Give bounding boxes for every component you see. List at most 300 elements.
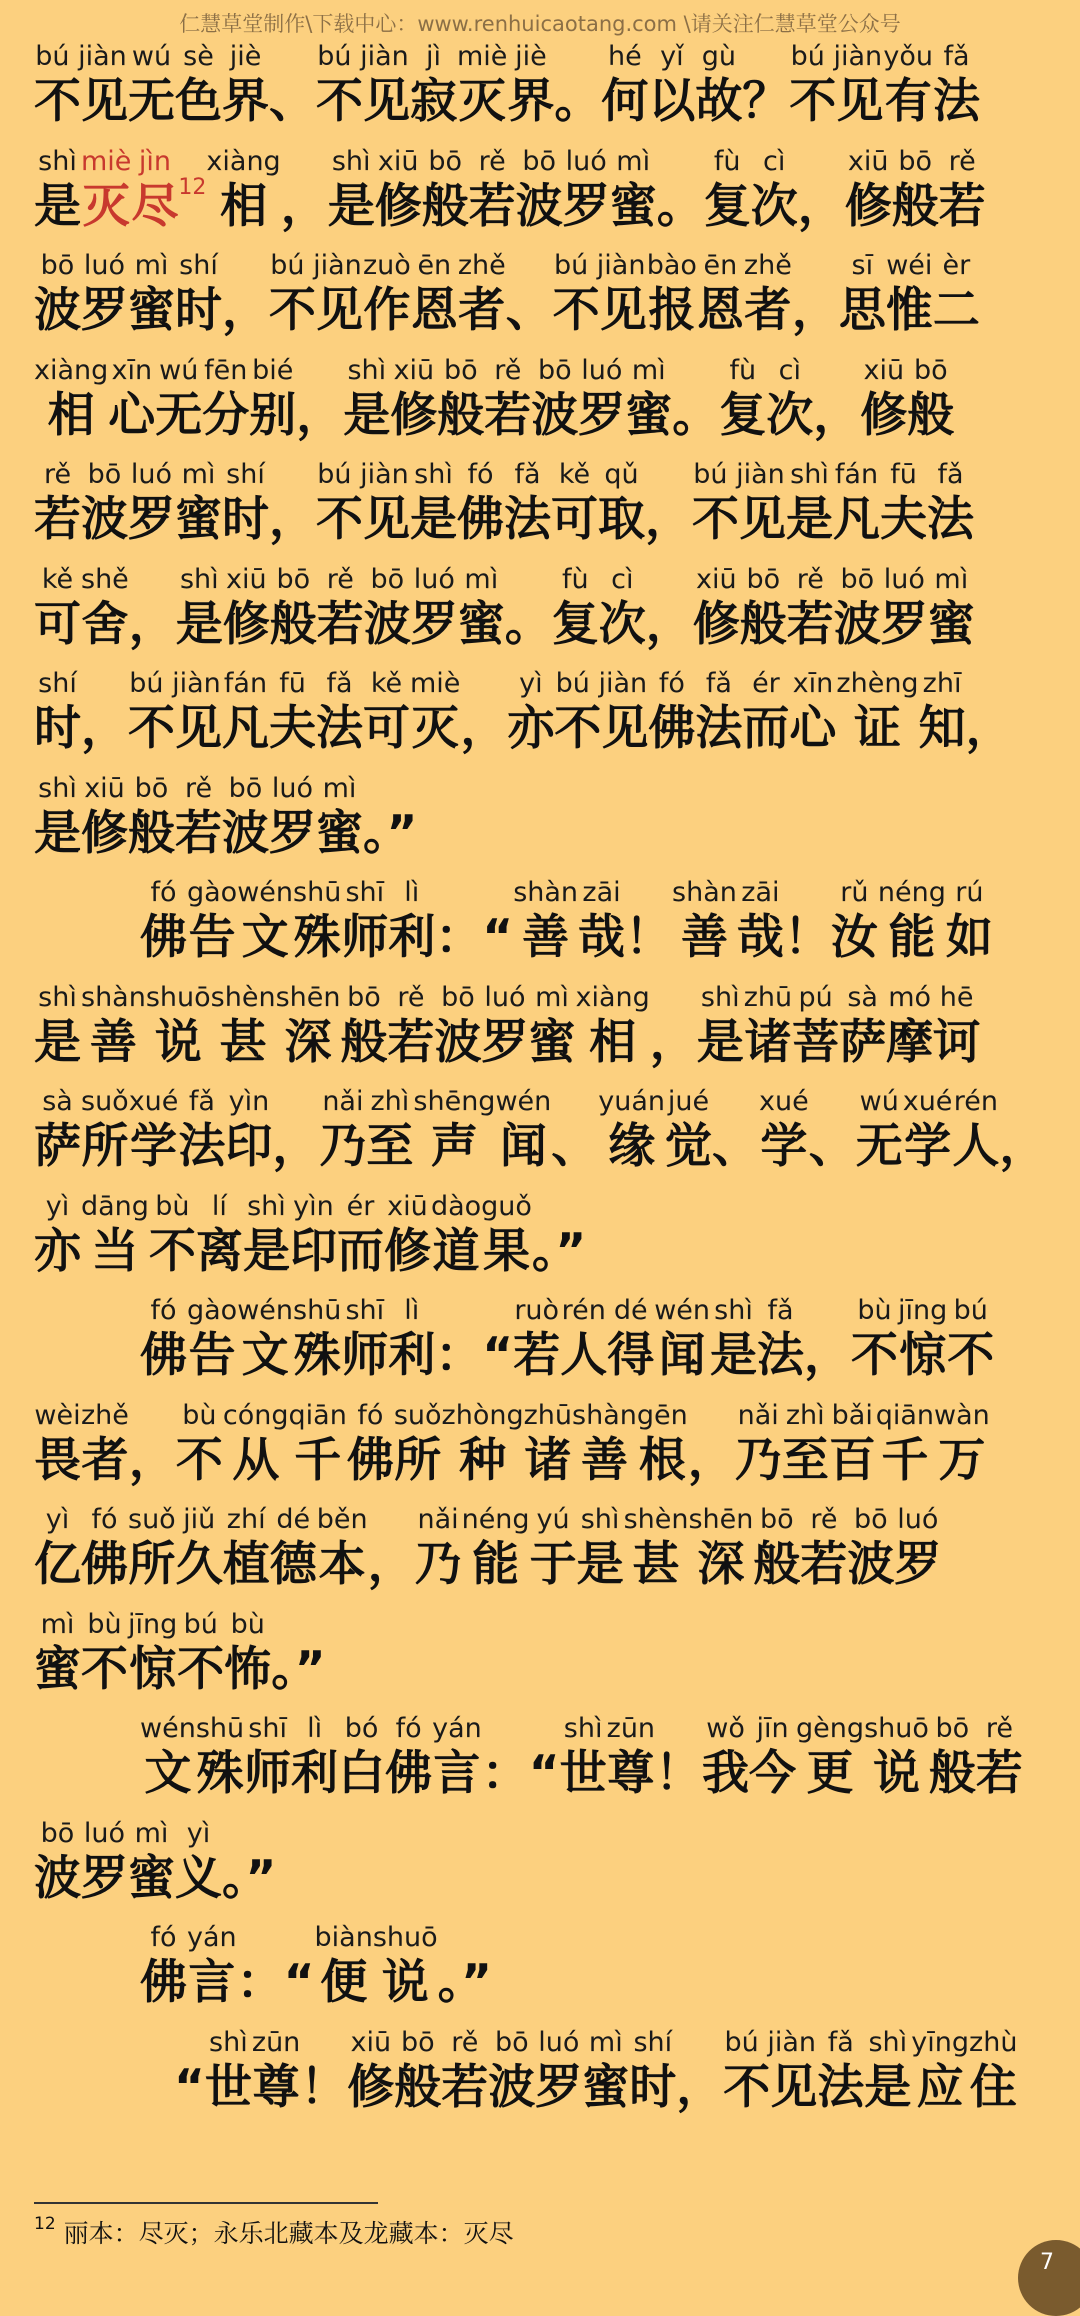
hanzi: 言 bbox=[433, 1746, 481, 1801]
character-group bbox=[411, 565, 458, 655]
character-group bbox=[582, 2028, 629, 2118]
pinyin: bù bbox=[87, 1608, 122, 1640]
character-group bbox=[829, 1401, 876, 1491]
punctuation: ， bbox=[460, 701, 508, 756]
hanzi: 根 bbox=[638, 1432, 686, 1488]
hanzi: 修 bbox=[222, 596, 270, 652]
pinyin: rě bbox=[810, 1504, 838, 1535]
character-group bbox=[702, 1714, 749, 1804]
character-group bbox=[607, 1296, 654, 1386]
hanzi: 印 bbox=[289, 1223, 337, 1279]
hanzi: 德 bbox=[269, 1537, 317, 1592]
pinyin: shì bbox=[580, 1504, 620, 1535]
character-group bbox=[481, 983, 528, 1073]
character-group bbox=[176, 565, 223, 655]
hanzi: 殊 bbox=[196, 1746, 244, 1801]
pinyin: néng bbox=[877, 877, 946, 908]
pinyin: wèi bbox=[34, 1399, 81, 1431]
pinyin: xiū bbox=[863, 354, 905, 386]
pinyin: bú jiàn bbox=[270, 250, 362, 281]
character-group bbox=[319, 1087, 366, 1177]
hanzi: 恩 bbox=[696, 283, 744, 338]
pinyin: bō bbox=[840, 563, 875, 595]
character-group bbox=[34, 356, 108, 446]
character-group bbox=[578, 356, 625, 446]
hanzi: 可 bbox=[551, 492, 598, 547]
character-group bbox=[140, 1714, 196, 1804]
pinyin: lì bbox=[404, 1295, 420, 1326]
pinyin: zhī bbox=[922, 668, 962, 699]
character-group bbox=[692, 460, 786, 550]
pinyin: zhèng bbox=[836, 668, 919, 699]
text-line bbox=[34, 667, 1049, 772]
pinyin: bú jiàn bbox=[693, 459, 785, 490]
character-group bbox=[737, 878, 784, 968]
character-group bbox=[422, 147, 469, 237]
text-line bbox=[34, 1294, 1049, 1399]
pinyin: shě bbox=[81, 563, 129, 595]
punctuation: ， bbox=[797, 178, 845, 234]
hanzi: 可 bbox=[363, 701, 410, 756]
character-group bbox=[598, 460, 645, 550]
hanzi: 得 bbox=[607, 1328, 655, 1383]
pinyin: mì bbox=[134, 250, 169, 281]
pinyin: suǒ bbox=[81, 1086, 129, 1117]
pinyin: shì bbox=[179, 563, 219, 595]
character-group bbox=[441, 2028, 488, 2118]
character-group bbox=[704, 147, 751, 237]
hanzi: 蜜 bbox=[625, 387, 673, 443]
punctuation: 。 bbox=[554, 74, 602, 129]
pinyin: zuò bbox=[363, 250, 411, 281]
punctuation: ， bbox=[280, 178, 328, 234]
pinyin: nǎi bbox=[737, 1399, 779, 1431]
pinyin: wén bbox=[237, 877, 294, 908]
character-group bbox=[860, 356, 907, 446]
pinyin: mì bbox=[934, 563, 969, 595]
pinyin: shàn bbox=[572, 1399, 637, 1431]
hanzi: 者 bbox=[81, 1432, 129, 1488]
punctuation: ， bbox=[367, 1537, 415, 1592]
pinyin: bō bbox=[443, 354, 478, 386]
character-group bbox=[244, 1714, 291, 1804]
character-group bbox=[178, 1087, 225, 1177]
hanzi: 诃 bbox=[933, 1014, 981, 1070]
pinyin: xiū bbox=[226, 563, 267, 595]
pinyin: shuō bbox=[372, 1922, 438, 1953]
pinyin: jiè bbox=[515, 41, 547, 72]
pinyin: bō bbox=[134, 772, 169, 804]
pinyin: lí bbox=[211, 1190, 227, 1222]
character-group bbox=[845, 147, 892, 237]
pinyin: shì bbox=[331, 145, 371, 177]
pinyin: dé bbox=[276, 1504, 311, 1535]
punctuation: ？ bbox=[742, 74, 790, 129]
hanzi: 蜜 bbox=[175, 492, 222, 547]
pinyin: qiān bbox=[875, 1399, 935, 1431]
text-line bbox=[34, 1399, 1049, 1504]
character-group bbox=[341, 878, 388, 968]
character-group bbox=[202, 356, 249, 446]
hanzi: 利 bbox=[388, 910, 436, 965]
character-group bbox=[535, 2028, 582, 2118]
character-group bbox=[947, 1296, 994, 1386]
hanzi: 尊 bbox=[607, 1746, 655, 1801]
character-group bbox=[196, 1192, 243, 1282]
hanzi: 文 bbox=[144, 1746, 192, 1801]
character-group bbox=[140, 1296, 187, 1386]
pinyin: xiū bbox=[847, 145, 889, 177]
pinyin: yì bbox=[519, 668, 543, 699]
character-group bbox=[484, 356, 531, 446]
pinyin: luó bbox=[581, 354, 623, 386]
pinyin: hē bbox=[939, 981, 974, 1013]
character-group bbox=[34, 1505, 81, 1595]
hanzi: 时 bbox=[175, 283, 222, 338]
hanzi: 不见 bbox=[316, 492, 410, 547]
character-group bbox=[624, 1505, 689, 1595]
pinyin: rě bbox=[494, 354, 522, 386]
pinyin: rě bbox=[796, 563, 824, 595]
pinyin: fó bbox=[150, 1295, 177, 1326]
character-group bbox=[316, 460, 410, 550]
punctuation: 。” bbox=[437, 1955, 493, 2010]
character-group bbox=[34, 460, 81, 550]
character-group bbox=[919, 669, 966, 759]
hanzi: 寂 bbox=[410, 74, 457, 129]
character-group bbox=[495, 1087, 551, 1177]
character-group bbox=[637, 1401, 688, 1491]
character-group bbox=[577, 1505, 624, 1595]
hanzi: 世 bbox=[204, 2059, 252, 2115]
hanzi: 灭 bbox=[82, 178, 130, 234]
pinyin: xiàng bbox=[206, 145, 281, 177]
hanzi: 般 bbox=[891, 178, 939, 234]
hanzi: 佛 bbox=[81, 1537, 128, 1592]
pinyin: fó bbox=[467, 459, 494, 490]
hanzi: 修 bbox=[347, 2059, 395, 2115]
character-group bbox=[222, 42, 269, 132]
hanzi: 道 bbox=[432, 1223, 480, 1279]
character-group bbox=[524, 1401, 572, 1491]
hanzi: 而 bbox=[742, 701, 790, 756]
pinyin: rǔ bbox=[840, 877, 869, 908]
hanzi: 甚 bbox=[219, 1014, 267, 1070]
character-group bbox=[833, 460, 880, 550]
punctuation: ， bbox=[81, 701, 128, 756]
character-group bbox=[390, 356, 437, 446]
character-group bbox=[723, 2028, 817, 2118]
pinyin: rě bbox=[451, 2026, 479, 2058]
hanzi: 若 bbox=[387, 1014, 435, 1070]
character-group bbox=[817, 2028, 864, 2118]
character-group bbox=[876, 1401, 934, 1491]
pinyin: xīn bbox=[111, 354, 153, 386]
pinyin: zhí bbox=[226, 1504, 266, 1535]
pinyin: bù bbox=[182, 1399, 217, 1431]
character-group bbox=[411, 251, 458, 341]
pinyin: ēn bbox=[417, 250, 452, 281]
character-group bbox=[710, 1296, 757, 1386]
hanzi: 般 bbox=[421, 178, 469, 234]
hanzi: 万 bbox=[938, 1432, 986, 1488]
punctuation: ， bbox=[791, 283, 839, 338]
pinyin: yìn bbox=[293, 1190, 334, 1222]
pinyin: fù bbox=[729, 354, 757, 386]
punctuation: ， bbox=[649, 1014, 697, 1070]
pinyin: rě bbox=[948, 145, 976, 177]
pinyin: fó bbox=[150, 877, 177, 908]
text-line bbox=[34, 876, 1049, 981]
hanzi: 便 bbox=[320, 1955, 368, 2010]
pinyin: bú jiàn bbox=[317, 41, 409, 72]
pinyin: rén bbox=[561, 1295, 606, 1326]
pinyin: shí bbox=[38, 668, 77, 699]
hanzi: 蜜 bbox=[316, 805, 363, 861]
pinyin: bō bbox=[935, 1713, 970, 1744]
character-group bbox=[530, 1505, 577, 1595]
character-group bbox=[551, 460, 598, 550]
character-group bbox=[607, 1714, 655, 1804]
character-group bbox=[410, 669, 460, 759]
pinyin: fó bbox=[658, 668, 685, 699]
pinyin: xiàng bbox=[34, 354, 109, 386]
pinyin: bú bbox=[953, 1295, 988, 1326]
hanzi: 而 bbox=[336, 1223, 384, 1279]
character-group bbox=[338, 1714, 385, 1804]
hanzi: 舍 bbox=[81, 596, 129, 652]
character-group bbox=[317, 565, 364, 655]
punctuation: ：“ bbox=[435, 910, 514, 965]
hanzi: 以 bbox=[648, 74, 696, 129]
pinyin: luó bbox=[484, 981, 526, 1013]
hanzi: 复 bbox=[551, 596, 599, 652]
hanzi: 复 bbox=[703, 178, 751, 234]
hanzi: 凡 bbox=[222, 701, 269, 756]
hanzi: 学 bbox=[904, 1119, 952, 1174]
character-group bbox=[252, 2028, 300, 2118]
pinyin: gù bbox=[701, 41, 737, 72]
character-group bbox=[34, 42, 128, 132]
character-group bbox=[516, 147, 563, 237]
hanzi: 报 bbox=[648, 283, 696, 338]
character-group bbox=[270, 1505, 317, 1595]
character-group bbox=[744, 983, 792, 1073]
punctuation: ， bbox=[272, 1119, 320, 1174]
pinyin: èr bbox=[942, 250, 971, 281]
footnote-reference[interactable]: 12 bbox=[178, 174, 207, 200]
character-group bbox=[789, 42, 883, 132]
hanzi: 文 bbox=[241, 910, 289, 965]
punctuation: ， bbox=[645, 492, 692, 547]
character-group bbox=[223, 565, 270, 655]
pinyin: bō bbox=[400, 2026, 435, 2058]
character-group bbox=[384, 1192, 431, 1282]
pinyin: miè bbox=[81, 145, 132, 177]
pinyin: yán bbox=[187, 1922, 237, 1953]
character-group bbox=[128, 669, 222, 759]
pinyin: shí bbox=[226, 459, 265, 490]
hanzi: 世 bbox=[559, 1746, 607, 1801]
pinyin: xué bbox=[128, 1086, 179, 1117]
character-group bbox=[648, 669, 695, 759]
hanzi: 不见 bbox=[723, 2059, 818, 2115]
pinyin: fó bbox=[395, 1713, 422, 1744]
hanzi: 若 bbox=[975, 1746, 1023, 1801]
text-line bbox=[34, 2026, 1049, 2131]
pinyin: shàn bbox=[513, 877, 579, 908]
hanzi: 从 bbox=[232, 1432, 280, 1488]
character-group bbox=[224, 1610, 271, 1700]
character-group bbox=[599, 565, 646, 655]
pinyin: shì bbox=[247, 1190, 286, 1222]
hanzi: 萨 bbox=[839, 1014, 887, 1070]
pinyin: mì bbox=[616, 145, 651, 177]
character-group bbox=[782, 1401, 829, 1491]
character-group bbox=[81, 251, 128, 341]
pinyin: cóng bbox=[222, 1399, 289, 1431]
hanzi: 波 bbox=[833, 596, 881, 652]
hanzi: 不 bbox=[947, 1328, 995, 1383]
footnote bbox=[34, 2214, 514, 2250]
hanzi: 能 bbox=[888, 910, 936, 965]
character-group bbox=[394, 1401, 442, 1491]
hanzi: 证 bbox=[854, 701, 901, 756]
pinyin: sè bbox=[183, 41, 214, 72]
punctuation: 。” bbox=[222, 1850, 277, 1906]
pinyin: bō bbox=[913, 354, 948, 386]
hanzi: 应 bbox=[916, 2059, 964, 2115]
hanzi: 心 bbox=[108, 387, 156, 443]
character-group bbox=[847, 1505, 894, 1595]
pinyin: shū bbox=[195, 1713, 245, 1744]
hanzi: 哉 bbox=[578, 910, 626, 965]
pinyin: sī bbox=[851, 250, 874, 281]
pinyin: bō bbox=[760, 1504, 794, 1535]
punctuation: 、 bbox=[808, 1119, 856, 1174]
pinyin: bō bbox=[746, 563, 781, 595]
hanzi: 者 bbox=[458, 283, 506, 338]
hanzi: 诸 bbox=[744, 1014, 792, 1070]
character-group bbox=[946, 878, 993, 968]
hanzi: 是 bbox=[576, 1537, 624, 1592]
hanzi: 蜜 bbox=[927, 596, 975, 652]
pinyin: bù bbox=[857, 1295, 892, 1326]
hanzi: 般 bbox=[928, 1746, 976, 1801]
character-group bbox=[787, 565, 834, 655]
character-group bbox=[128, 1505, 176, 1595]
pinyin: mì bbox=[40, 1608, 75, 1640]
pinyin: gào bbox=[187, 1295, 238, 1326]
hanzi: 是 bbox=[786, 492, 833, 547]
pinyin: yīng bbox=[911, 2026, 970, 2058]
pinyin: zhū bbox=[523, 1399, 573, 1431]
pinyin: dāng bbox=[81, 1190, 149, 1222]
punctuation: ， bbox=[128, 1432, 176, 1488]
character-group bbox=[880, 460, 927, 550]
character-group bbox=[269, 669, 316, 759]
hanzi: 不 bbox=[148, 1223, 196, 1279]
hanzi: 是 bbox=[34, 1014, 81, 1070]
hanzi: 千 bbox=[881, 1432, 929, 1488]
character-group bbox=[347, 2028, 394, 2118]
character-group bbox=[976, 1714, 1023, 1804]
hanzi: 萨 bbox=[34, 1119, 81, 1174]
hanzi: 若 bbox=[34, 492, 81, 547]
pinyin: hé bbox=[608, 41, 642, 72]
pinyin: rě bbox=[397, 981, 425, 1013]
pinyin: fēn bbox=[204, 354, 248, 386]
hanzi: 罗 bbox=[535, 2059, 583, 2115]
pinyin: zhù bbox=[969, 2026, 1018, 2058]
punctuation: ， bbox=[999, 1119, 1047, 1174]
pinyin: wǒ bbox=[706, 1713, 745, 1744]
punctuation: ， bbox=[296, 387, 344, 443]
character-group bbox=[175, 460, 222, 550]
character-group bbox=[563, 147, 610, 237]
pinyin: dé bbox=[613, 1295, 648, 1326]
hanzi: 凡 bbox=[833, 492, 880, 547]
character-group bbox=[375, 147, 422, 237]
pinyin: shì bbox=[563, 1713, 603, 1744]
pinyin: rě bbox=[184, 772, 213, 804]
hanzi: 是 bbox=[175, 596, 223, 652]
character-group bbox=[131, 147, 178, 237]
hanzi: 惟 bbox=[885, 283, 933, 338]
pinyin: luó bbox=[565, 145, 607, 177]
pinyin: wú bbox=[159, 354, 199, 386]
punctuation: ：“ bbox=[481, 1746, 560, 1801]
character-group bbox=[81, 774, 128, 864]
character-group bbox=[81, 1610, 128, 1700]
character-group bbox=[610, 147, 657, 237]
character-group bbox=[222, 669, 269, 759]
pinyin: xiū bbox=[350, 2026, 392, 2058]
character-group bbox=[196, 1714, 244, 1804]
pinyin: bō bbox=[441, 981, 475, 1013]
hanzi: 说 bbox=[154, 1014, 202, 1070]
character-group bbox=[757, 1296, 804, 1386]
pinyin: wàn bbox=[934, 1399, 990, 1431]
pinyin: bù bbox=[230, 1608, 265, 1640]
hanzi: 次 bbox=[750, 178, 798, 234]
hanzi: 心 bbox=[789, 701, 837, 756]
hanzi: 蜜 bbox=[609, 178, 657, 234]
character-group bbox=[856, 1087, 903, 1177]
hanzi: 是 bbox=[710, 1328, 758, 1383]
hanzi: 善 bbox=[680, 910, 728, 965]
character-group bbox=[237, 878, 293, 968]
text-line bbox=[34, 1712, 1049, 1817]
character-group bbox=[34, 774, 81, 864]
pinyin: jiǔ bbox=[183, 1504, 216, 1535]
pinyin: yuán bbox=[598, 1086, 666, 1117]
punctuation: ， bbox=[128, 596, 176, 652]
hanzi: 善 bbox=[580, 1432, 628, 1488]
punctuation: 。 bbox=[672, 387, 720, 443]
pinyin: wén bbox=[237, 1295, 294, 1326]
pinyin: luó bbox=[883, 563, 925, 595]
character-group bbox=[222, 774, 269, 864]
pinyin: zhì bbox=[785, 1399, 825, 1431]
hanzi: 蜜 bbox=[457, 596, 505, 652]
character-group bbox=[575, 983, 649, 1073]
hanzi: 不 bbox=[175, 1432, 223, 1488]
character-group bbox=[560, 1714, 607, 1804]
pinyin: fǎ bbox=[767, 1295, 794, 1326]
character-group bbox=[481, 1192, 532, 1282]
punctuation: 、 bbox=[269, 74, 316, 129]
